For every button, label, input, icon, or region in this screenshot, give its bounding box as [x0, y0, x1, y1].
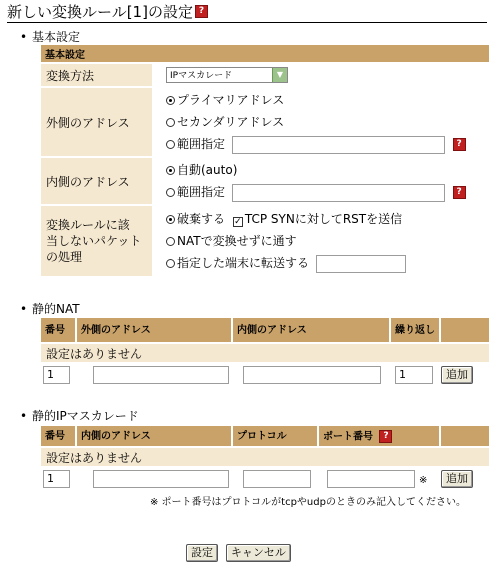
page-title: [7, 2, 487, 23]
forward-host-input[interactable]: [316, 255, 406, 273]
method-label: 変換方法: [41, 62, 152, 86]
static-nat-add-button[interactable]: 追加: [441, 366, 473, 384]
outer-primary-text: プライマリアドレス: [177, 93, 285, 107]
discard-option[interactable]: [166, 208, 489, 230]
unmatched-packets-label: [41, 204, 152, 276]
inner-address-label: 内側のアドレス: [41, 156, 152, 204]
static-nat-col-repeat: 繰り返し: [389, 318, 439, 342]
inner-range-help-icon[interactable]: ?: [453, 186, 466, 199]
static-nat-inner-input[interactable]: [243, 366, 381, 384]
static-nat-empty: 設定はありません: [41, 342, 489, 362]
outer-range-text: 範囲指定: [177, 137, 226, 151]
outer-secondary-radio[interactable]: [166, 118, 175, 127]
inner-range-radio[interactable]: [166, 188, 175, 197]
static-masq-col-port: [317, 426, 439, 446]
static-nat-number-input[interactable]: 1: [43, 366, 70, 384]
outer-range-option[interactable]: [166, 133, 489, 155]
static-masq-add-button[interactable]: 追加: [441, 470, 473, 488]
pass-no-nat-radio[interactable]: [166, 237, 175, 246]
discard-text: 破棄する: [177, 212, 226, 226]
method-select-value: IPマスカレード: [170, 71, 233, 81]
forward-option[interactable]: [166, 252, 489, 274]
form-actions: [186, 544, 291, 562]
static-masq-col-action: [439, 426, 489, 446]
static-masq-empty: 設定はありません: [41, 446, 489, 466]
inner-range-text: 範囲指定: [177, 185, 226, 199]
outer-secondary-text: セカンダリアドレス: [177, 115, 285, 129]
inner-range-option[interactable]: [166, 181, 489, 203]
outer-address-label: 外側のアドレス: [41, 86, 152, 156]
static-masq-col-protocol: プロトコル: [231, 426, 317, 446]
outer-primary-option[interactable]: [166, 89, 489, 111]
outer-secondary-option[interactable]: [166, 111, 489, 133]
unmatched-label-line2: 当しないパケット: [46, 234, 142, 248]
outer-range-help-icon[interactable]: ?: [453, 138, 466, 151]
static-masq-col-port-text: ポート番号: [323, 431, 373, 442]
inner-auto-text: 自動(auto): [177, 163, 238, 177]
cancel-button[interactable]: キャンセル: [226, 544, 291, 562]
pass-no-nat-text: NATで変換せずに通す: [177, 234, 297, 248]
static-masq-number-input[interactable]: 1: [43, 470, 70, 488]
static-masq-port-input[interactable]: [327, 470, 415, 488]
method-select[interactable]: [166, 67, 288, 83]
static-nat-repeat-input[interactable]: 1: [395, 366, 433, 384]
discard-radio[interactable]: [166, 215, 175, 224]
section-basic-label: • 基本設定: [32, 30, 80, 44]
tcp-syn-rst-text: TCP SYNに対してRSTを送信: [244, 212, 403, 226]
chevron-down-icon[interactable]: ▼: [272, 68, 287, 82]
static-masq-col-inner: 内側のアドレス: [75, 426, 231, 446]
tcp-syn-rst-checkbox[interactable]: ✓: [234, 217, 242, 227]
basic-settings-header: 基本設定: [41, 45, 489, 62]
section-static-masq-label: • 静的IPマスカレード: [32, 409, 139, 423]
submit-button[interactable]: 設定: [186, 544, 218, 562]
static-masq-protocol-input[interactable]: [243, 470, 311, 488]
port-note: ※ ポート番号はプロトコルがtcpやudpのときのみ記入してください。: [150, 497, 466, 508]
static-masq-table: [41, 426, 489, 490]
forward-radio[interactable]: [166, 259, 175, 268]
forward-text: 指定した端末に転送する: [177, 256, 310, 270]
inner-auto-radio[interactable]: [166, 166, 175, 175]
unmatched-label-line3: の処理: [46, 250, 83, 264]
static-nat-table: [41, 318, 489, 386]
outer-range-radio[interactable]: [166, 140, 175, 149]
inner-range-input[interactable]: [232, 184, 445, 202]
static-masq-inner-input[interactable]: [93, 470, 229, 488]
static-masq-col-number: 番号: [41, 426, 75, 446]
inner-auto-option[interactable]: [166, 159, 489, 181]
static-nat-col-inner: 内側のアドレス: [231, 318, 389, 342]
static-nat-outer-input[interactable]: [93, 366, 229, 384]
section-static-nat-label: • 静的NAT: [32, 302, 80, 316]
outer-range-input[interactable]: [232, 136, 445, 154]
outer-primary-radio[interactable]: [166, 96, 175, 105]
port-help-icon[interactable]: ?: [379, 430, 392, 443]
pass-no-nat-option[interactable]: [166, 230, 489, 252]
help-icon[interactable]: ?: [195, 5, 208, 18]
port-note-mark: ※: [419, 474, 428, 486]
page-title-text: 新しい変換ルール[1]の設定: [7, 3, 193, 21]
basic-settings-table: [41, 45, 489, 276]
unmatched-label-line1: 変換ルールに該: [46, 218, 130, 232]
static-nat-col-number: 番号: [41, 318, 75, 342]
static-nat-col-outer: 外側のアドレス: [75, 318, 231, 342]
static-nat-col-action: [439, 318, 489, 342]
